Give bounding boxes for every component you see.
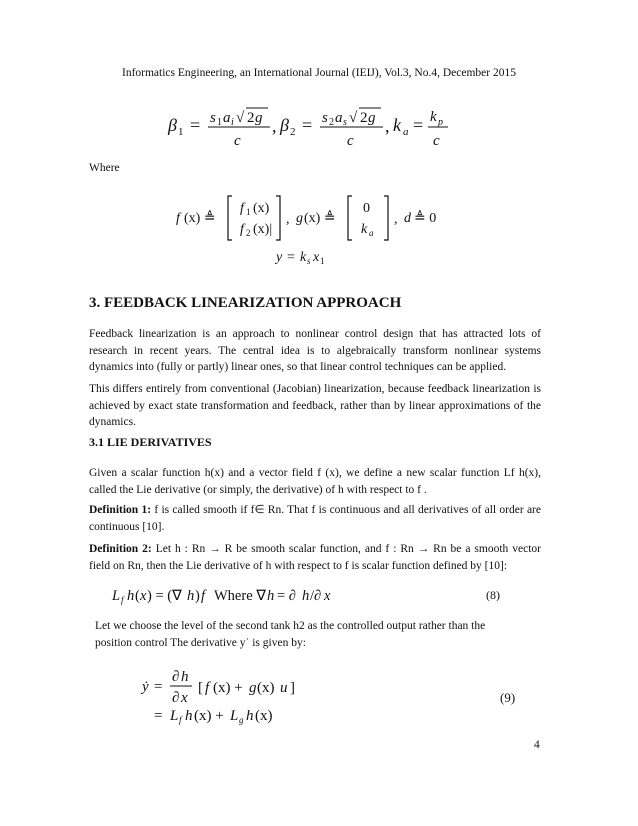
svg-text:ẏ: ẏ: [142, 679, 149, 695]
svg-text:c: c: [234, 133, 241, 149]
svg-text:(: (: [135, 588, 140, 604]
svg-text:,: ,: [385, 116, 390, 136]
svg-text:∂: ∂: [172, 669, 180, 685]
svg-text:x: x: [324, 588, 331, 604]
svg-text:L: L: [112, 588, 121, 604]
svg-text:i: i: [231, 117, 234, 128]
svg-text:√: √: [236, 110, 245, 126]
svg-text:s: s: [343, 117, 347, 128]
svg-text:= ∂: = ∂: [277, 588, 296, 604]
svg-text:(x) +: (x) +: [213, 680, 243, 696]
svg-text:L: L: [170, 708, 179, 724]
svg-text:0: 0: [363, 201, 370, 216]
svg-text:=: =: [190, 115, 201, 135]
svg-text:1: 1: [320, 256, 325, 266]
paragraph-controlled-output: Let we choose the level of the second tank h2 as the controlled output rather than the position control The derivative y˙ is given by:: [95, 620, 486, 649]
definition-1-label: Definition 1:: [89, 504, 152, 516]
svg-text:u: u: [280, 680, 288, 696]
definition-2: [89, 541, 541, 574]
svg-text:2: 2: [329, 117, 334, 128]
svg-text:(x): (x): [255, 708, 273, 724]
svg-text:s: s: [210, 110, 216, 126]
svg-text:g: g: [249, 680, 257, 696]
equation-9-number: (9): [500, 690, 516, 705]
svg-text:Where ∇: Where ∇: [214, 588, 266, 604]
svg-text:a: a: [403, 126, 409, 138]
svg-text:f: f: [179, 715, 182, 725]
definition-2-label: Definition 2:: [89, 543, 152, 555]
svg-text:]: ]: [290, 680, 295, 696]
svg-text:=: =: [287, 250, 295, 265]
svg-text:f: f: [201, 588, 206, 604]
svg-text:1: 1: [178, 126, 184, 138]
svg-text:f: f: [121, 595, 124, 605]
svg-text:β: β: [168, 115, 177, 135]
svg-text:2: 2: [247, 110, 255, 126]
svg-text:f: f: [176, 211, 180, 226]
svg-text:g: g: [296, 211, 303, 226]
svg-text:x: x: [140, 588, 147, 604]
svg-text:1: 1: [246, 207, 251, 217]
svg-text:g: g: [239, 715, 244, 725]
svg-text:c: c: [347, 133, 354, 149]
svg-text:h: h: [185, 708, 193, 724]
paragraph-lie-derivative: Given a scalar function h(x) and a vector field f (x), we define a new scalar function Lf h(x), called the Lie derivative (or simply, the derivative) of h with respect to f .: [89, 467, 541, 496]
svg-text:k: k: [361, 222, 368, 237]
svg-text:g: g: [368, 110, 376, 126]
svg-text:,: ,: [286, 212, 290, 227]
svg-text:f: f: [205, 680, 210, 696]
svg-text:a: a: [369, 228, 374, 238]
svg-text:=: =: [154, 708, 163, 724]
svg-text:∂: ∂: [172, 690, 180, 706]
definition-1: [89, 502, 541, 535]
svg-text:,: ,: [272, 116, 277, 136]
svg-text:d: d: [404, 211, 411, 226]
svg-text:y: y: [276, 250, 283, 265]
paragraph-feedback-intro: Feedback linearization is an approach to nonlinear control design that has attracted lots of research in recent years. The central idea is to algebraically transform nonlinear systems dynamics into (fully or partly) linear ones, so that linear control techniques can be applied.: [89, 328, 541, 373]
paragraph-jacobian: This differs entirely from conventional (Jacobian) linearization, because feedback linearization is achieved by exact state transformation and feedback, rather than by linear approximations of the dynamics.: [89, 383, 541, 428]
svg-text:g: g: [255, 110, 263, 126]
svg-text:s: s: [307, 256, 311, 266]
svg-text:k: k: [300, 250, 307, 265]
svg-text:β: β: [280, 115, 289, 135]
svg-text:p: p: [438, 117, 443, 128]
svg-text:/∂: /∂: [310, 588, 322, 604]
vector-fields-equation: [170, 188, 460, 246]
beta-equation: [160, 100, 450, 152]
svg-text:s: s: [322, 110, 328, 126]
svg-text:h: h: [302, 588, 310, 604]
svg-text:f: f: [240, 201, 244, 216]
svg-text:x: x: [181, 690, 188, 706]
svg-text:k: k: [430, 109, 437, 125]
svg-text:c: c: [433, 133, 440, 149]
svg-text:L: L: [230, 708, 239, 724]
svg-text:(x): (x): [253, 201, 270, 216]
section-3-heading: 3. FEEDBACK LINEARIZATION APPROACH: [89, 295, 402, 311]
svg-text:(x) ≜: (x) ≜: [304, 211, 336, 226]
svg-text:,: ,: [394, 212, 398, 227]
definition-1-text: f is called smooth if f∈ Rn. That f is continuous and all derivatives of all order are continuous [10].: [89, 504, 541, 533]
output-equation: [274, 246, 344, 268]
svg-text:a: a: [223, 110, 231, 126]
svg-text:h: h: [246, 708, 254, 724]
journal-header: Informatics Engineering, an International Journal (IEIJ), Vol.3, No.4, December 2015: [122, 67, 516, 79]
svg-text:=: =: [154, 679, 163, 695]
section-3-1-heading: 3.1 LIE DERIVATIVES: [89, 435, 212, 449]
svg-text:a: a: [335, 110, 343, 126]
page-number: 4: [534, 739, 540, 751]
svg-text:=: =: [413, 115, 424, 135]
svg-text:k: k: [393, 115, 401, 135]
equation-8-number: (8): [486, 588, 500, 602]
where-label: Where: [89, 162, 120, 174]
svg-text:[: [: [198, 680, 203, 696]
svg-text:(x) +: (x) +: [194, 708, 224, 724]
definition-2-text: Let h : Rn → R be smooth scalar function, and f : Rn → Rn be a smooth vector field on Rn, then the Lie derivative of h with respect to f is scalar function defined by [10]:: [89, 543, 541, 572]
svg-text:1: 1: [217, 117, 222, 128]
svg-text:h: h: [267, 588, 275, 604]
svg-text:(x) ≜: (x) ≜: [184, 211, 216, 226]
lie-derivative-equation: [110, 583, 410, 607]
svg-text:x: x: [313, 250, 320, 265]
svg-text:2: 2: [290, 126, 296, 138]
svg-text:h: h: [187, 588, 195, 604]
svg-text:h: h: [127, 588, 135, 604]
svg-text:2: 2: [360, 110, 368, 126]
svg-text:h: h: [181, 669, 189, 685]
svg-text:=: =: [302, 115, 313, 135]
output-derivative-equation: [138, 664, 328, 728]
svg-text:(x)|: (x)|: [253, 222, 273, 237]
svg-text:2: 2: [246, 228, 251, 238]
svg-text:(x): (x): [257, 680, 275, 696]
svg-text:√: √: [349, 110, 358, 126]
svg-text:): ): [195, 588, 200, 604]
svg-text:≜ 0: ≜ 0: [414, 211, 437, 226]
svg-text:) = (∇: ) = (∇: [147, 588, 182, 604]
svg-text:f: f: [240, 222, 244, 237]
